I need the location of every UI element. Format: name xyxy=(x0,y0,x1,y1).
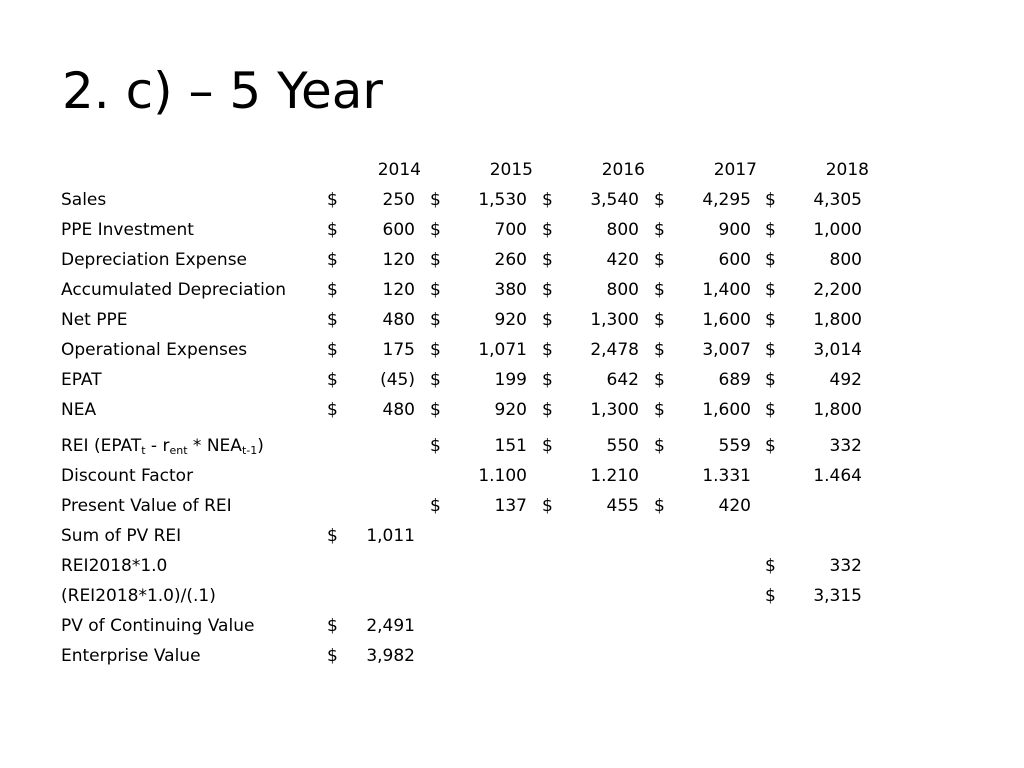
currency-symbol: $ xyxy=(327,190,338,210)
currency-symbol: $ xyxy=(542,250,553,270)
currency-symbol: $ xyxy=(654,310,665,330)
label-text: ) xyxy=(257,436,264,456)
value-cell: 2,491 xyxy=(366,616,415,636)
table-row xyxy=(0,496,1024,526)
value-cell: 800 xyxy=(606,220,639,240)
currency-symbol: $ xyxy=(654,250,665,270)
value-cell: 1,800 xyxy=(813,400,862,420)
value-cell: 1.100 xyxy=(478,466,527,486)
year-header: 2016 xyxy=(601,160,645,180)
value-cell: 250 xyxy=(382,190,415,210)
currency-symbol: $ xyxy=(430,250,441,270)
value-cell: 332 xyxy=(829,436,862,456)
value-cell: 260 xyxy=(494,250,527,270)
table-row xyxy=(0,616,1024,646)
value-cell: 800 xyxy=(606,280,639,300)
currency-symbol: $ xyxy=(327,250,338,270)
value-cell: 120 xyxy=(382,280,415,300)
value-cell: 175 xyxy=(382,340,415,360)
value-cell: 1,300 xyxy=(590,400,639,420)
value-cell: 1,071 xyxy=(478,340,527,360)
value-cell: (45) xyxy=(380,370,415,390)
label-subscript: t xyxy=(141,444,146,457)
currency-symbol: $ xyxy=(327,280,338,300)
year-header: 2015 xyxy=(489,160,533,180)
table-row xyxy=(0,370,1024,400)
currency-symbol: $ xyxy=(542,220,553,240)
table-row xyxy=(0,310,1024,340)
row-label: (REI2018*1.0)/(.1) xyxy=(61,586,216,606)
year-header-row xyxy=(0,160,1024,190)
currency-symbol: $ xyxy=(654,496,665,516)
value-cell: 332 xyxy=(829,556,862,576)
value-cell: 800 xyxy=(829,250,862,270)
value-cell: 1.210 xyxy=(590,466,639,486)
currency-symbol: $ xyxy=(327,400,338,420)
value-cell: 4,295 xyxy=(702,190,751,210)
value-cell: 1.464 xyxy=(813,466,862,486)
table-row xyxy=(0,556,1024,586)
value-cell: 1,530 xyxy=(478,190,527,210)
value-cell: 420 xyxy=(606,250,639,270)
row-label: Accumulated Depreciation xyxy=(61,280,287,300)
value-cell: 920 xyxy=(494,310,527,330)
currency-symbol: $ xyxy=(542,310,553,330)
year-header: 2017 xyxy=(713,160,757,180)
currency-symbol: $ xyxy=(327,340,338,360)
currency-symbol: $ xyxy=(765,556,776,576)
currency-symbol: $ xyxy=(430,190,441,210)
currency-symbol: $ xyxy=(542,190,553,210)
value-cell: 1,800 xyxy=(813,310,862,330)
currency-symbol: $ xyxy=(765,280,776,300)
value-cell: 700 xyxy=(494,220,527,240)
value-cell: 3,315 xyxy=(813,586,862,606)
label-subscript: ent xyxy=(169,444,188,457)
value-cell: 492 xyxy=(829,370,862,390)
value-cell: 2,478 xyxy=(590,340,639,360)
value-cell: 1,600 xyxy=(702,400,751,420)
currency-symbol: $ xyxy=(654,220,665,240)
row-label: Discount Factor xyxy=(61,466,194,486)
currency-symbol: $ xyxy=(542,400,553,420)
label-text: REI (EPAT xyxy=(61,436,142,456)
value-cell: 1,300 xyxy=(590,310,639,330)
value-cell: 550 xyxy=(606,436,639,456)
value-cell: 4,305 xyxy=(813,190,862,210)
value-cell: 1,011 xyxy=(366,526,415,546)
row-label: PPE Investment xyxy=(61,220,194,240)
currency-symbol: $ xyxy=(765,190,776,210)
currency-symbol: $ xyxy=(430,436,441,456)
value-cell: 120 xyxy=(382,250,415,270)
row-label xyxy=(61,436,264,456)
value-cell: 137 xyxy=(494,496,527,516)
currency-symbol: $ xyxy=(765,400,776,420)
value-cell: 600 xyxy=(718,250,751,270)
currency-symbol: $ xyxy=(542,436,553,456)
value-cell: 1.331 xyxy=(702,466,751,486)
value-cell: 920 xyxy=(494,400,527,420)
currency-symbol: $ xyxy=(327,310,338,330)
row-label: Net PPE xyxy=(61,310,128,330)
value-cell: 380 xyxy=(494,280,527,300)
value-cell: 199 xyxy=(494,370,527,390)
row-label: NEA xyxy=(61,400,97,420)
value-cell: 1,000 xyxy=(813,220,862,240)
value-cell: 480 xyxy=(382,400,415,420)
currency-symbol: $ xyxy=(430,340,441,360)
currency-symbol: $ xyxy=(542,280,553,300)
row-label: EPAT xyxy=(61,370,102,390)
currency-symbol: $ xyxy=(765,310,776,330)
currency-symbol: $ xyxy=(765,220,776,240)
currency-symbol: $ xyxy=(430,496,441,516)
value-cell: 151 xyxy=(494,436,527,456)
currency-symbol: $ xyxy=(654,400,665,420)
currency-symbol: $ xyxy=(765,340,776,360)
value-cell: 689 xyxy=(718,370,751,390)
table-row xyxy=(0,400,1024,430)
value-cell: 455 xyxy=(606,496,639,516)
table-row xyxy=(0,190,1024,220)
row-label: PV of Continuing Value xyxy=(61,616,255,636)
table-row xyxy=(0,250,1024,280)
table-row xyxy=(0,526,1024,556)
value-cell: 3,007 xyxy=(702,340,751,360)
row-label: REI2018*1.0 xyxy=(61,556,168,576)
currency-symbol: $ xyxy=(327,646,338,666)
currency-symbol: $ xyxy=(654,436,665,456)
currency-symbol: $ xyxy=(654,370,665,390)
label-subscript: t-1 xyxy=(241,444,258,457)
value-cell: 1,400 xyxy=(702,280,751,300)
row-label: Depreciation Expense xyxy=(61,250,248,270)
table-row xyxy=(0,586,1024,616)
value-cell: 600 xyxy=(382,220,415,240)
currency-symbol: $ xyxy=(765,250,776,270)
table-row xyxy=(0,436,1024,466)
value-cell: 1,600 xyxy=(702,310,751,330)
row-label: Enterprise Value xyxy=(61,646,201,666)
currency-symbol: $ xyxy=(430,370,441,390)
currency-symbol: $ xyxy=(654,340,665,360)
currency-symbol: $ xyxy=(430,310,441,330)
value-cell: 642 xyxy=(606,370,639,390)
table-row xyxy=(0,466,1024,496)
table-row xyxy=(0,646,1024,676)
row-label: Sales xyxy=(61,190,107,210)
currency-symbol: $ xyxy=(327,526,338,546)
currency-symbol: $ xyxy=(765,436,776,456)
value-cell: 3,982 xyxy=(366,646,415,666)
currency-symbol: $ xyxy=(654,280,665,300)
row-label: Sum of PV REI xyxy=(61,526,182,546)
currency-symbol: $ xyxy=(327,370,338,390)
row-label: Operational Expenses xyxy=(61,340,248,360)
currency-symbol: $ xyxy=(430,280,441,300)
slide-title: 2. c) – 5 Year xyxy=(62,62,383,120)
table-row xyxy=(0,280,1024,310)
currency-symbol: $ xyxy=(327,616,338,636)
value-cell: 559 xyxy=(718,436,751,456)
label-text: * NEA xyxy=(187,436,242,456)
value-cell: 3,540 xyxy=(590,190,639,210)
value-cell: 2,200 xyxy=(813,280,862,300)
currency-symbol: $ xyxy=(765,370,776,390)
currency-symbol: $ xyxy=(327,220,338,240)
table-row xyxy=(0,220,1024,250)
year-header: 2018 xyxy=(825,160,869,180)
currency-symbol: $ xyxy=(542,496,553,516)
currency-symbol: $ xyxy=(542,340,553,360)
value-cell: 480 xyxy=(382,310,415,330)
currency-symbol: $ xyxy=(430,220,441,240)
table-row xyxy=(0,340,1024,370)
currency-symbol: $ xyxy=(430,400,441,420)
row-label: Present Value of REI xyxy=(61,496,232,516)
year-header: 2014 xyxy=(377,160,421,180)
label-text: - r xyxy=(145,436,170,456)
value-cell: 420 xyxy=(718,496,751,516)
value-cell: 3,014 xyxy=(813,340,862,360)
currency-symbol: $ xyxy=(654,190,665,210)
value-cell: 900 xyxy=(718,220,751,240)
currency-symbol: $ xyxy=(765,586,776,606)
currency-symbol: $ xyxy=(542,370,553,390)
